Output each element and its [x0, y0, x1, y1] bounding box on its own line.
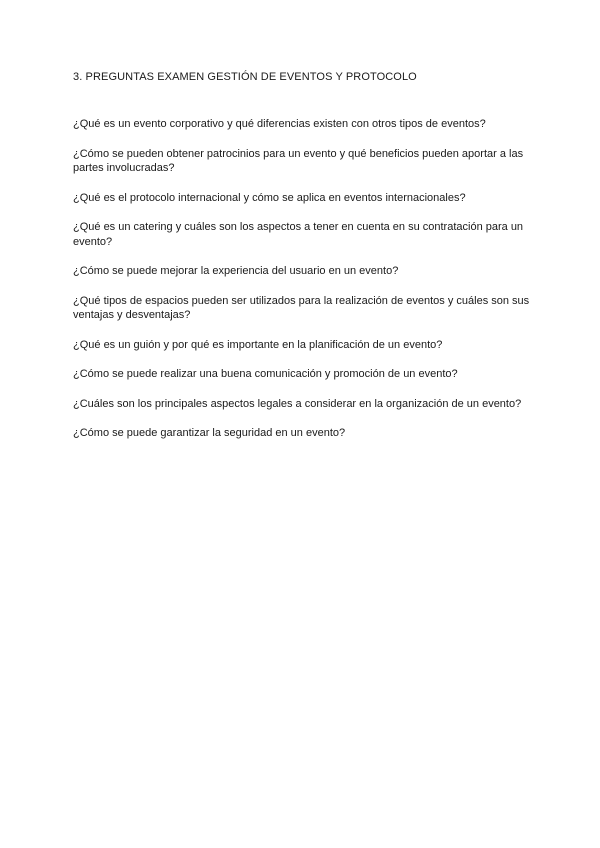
- question-item: ¿Qué es el protocolo internacional y cómo se aplica en eventos internacionales?: [73, 191, 466, 204]
- question-item: ¿Cómo se pueden obtener patrocinios para un evento y qué beneficios pueden aportar a las partes involucradas?: [73, 147, 524, 174]
- question-item: ¿Qué es un catering y cuáles son los aspectos a tener en cuenta en su contratación para un evento?: [73, 221, 524, 248]
- question-item: ¿Cómo se puede mejorar la experiencia del usuario en un evento?: [73, 265, 399, 277]
- question-item: ¿Qué tipos de espacios pueden ser utilizados para la realización de eventos y cuáles son sus ventajas y desventajas?: [73, 294, 530, 321]
- question-item: ¿Cómo se puede realizar una buena comunicación y promoción de un evento?: [73, 368, 458, 380]
- question-item: ¿Qué es un guión y por qué es importante en la planificación de un evento?: [73, 338, 443, 351]
- question-item: ¿Cómo se puede garantizar la seguridad en un evento?: [73, 427, 346, 439]
- question-list: [73, 117, 531, 456]
- question-item: ¿Qué es un evento corporativo y qué diferencias existen con otros tipos de eventos?: [73, 118, 486, 130]
- question-item: ¿Cuáles son los principales aspectos legales a considerar en la organización de un evento?: [73, 397, 522, 410]
- document-title: 3. PREGUNTAS EXAMEN GESTIÓN DE EVENTOS Y PROTOCOLO: [73, 71, 417, 83]
